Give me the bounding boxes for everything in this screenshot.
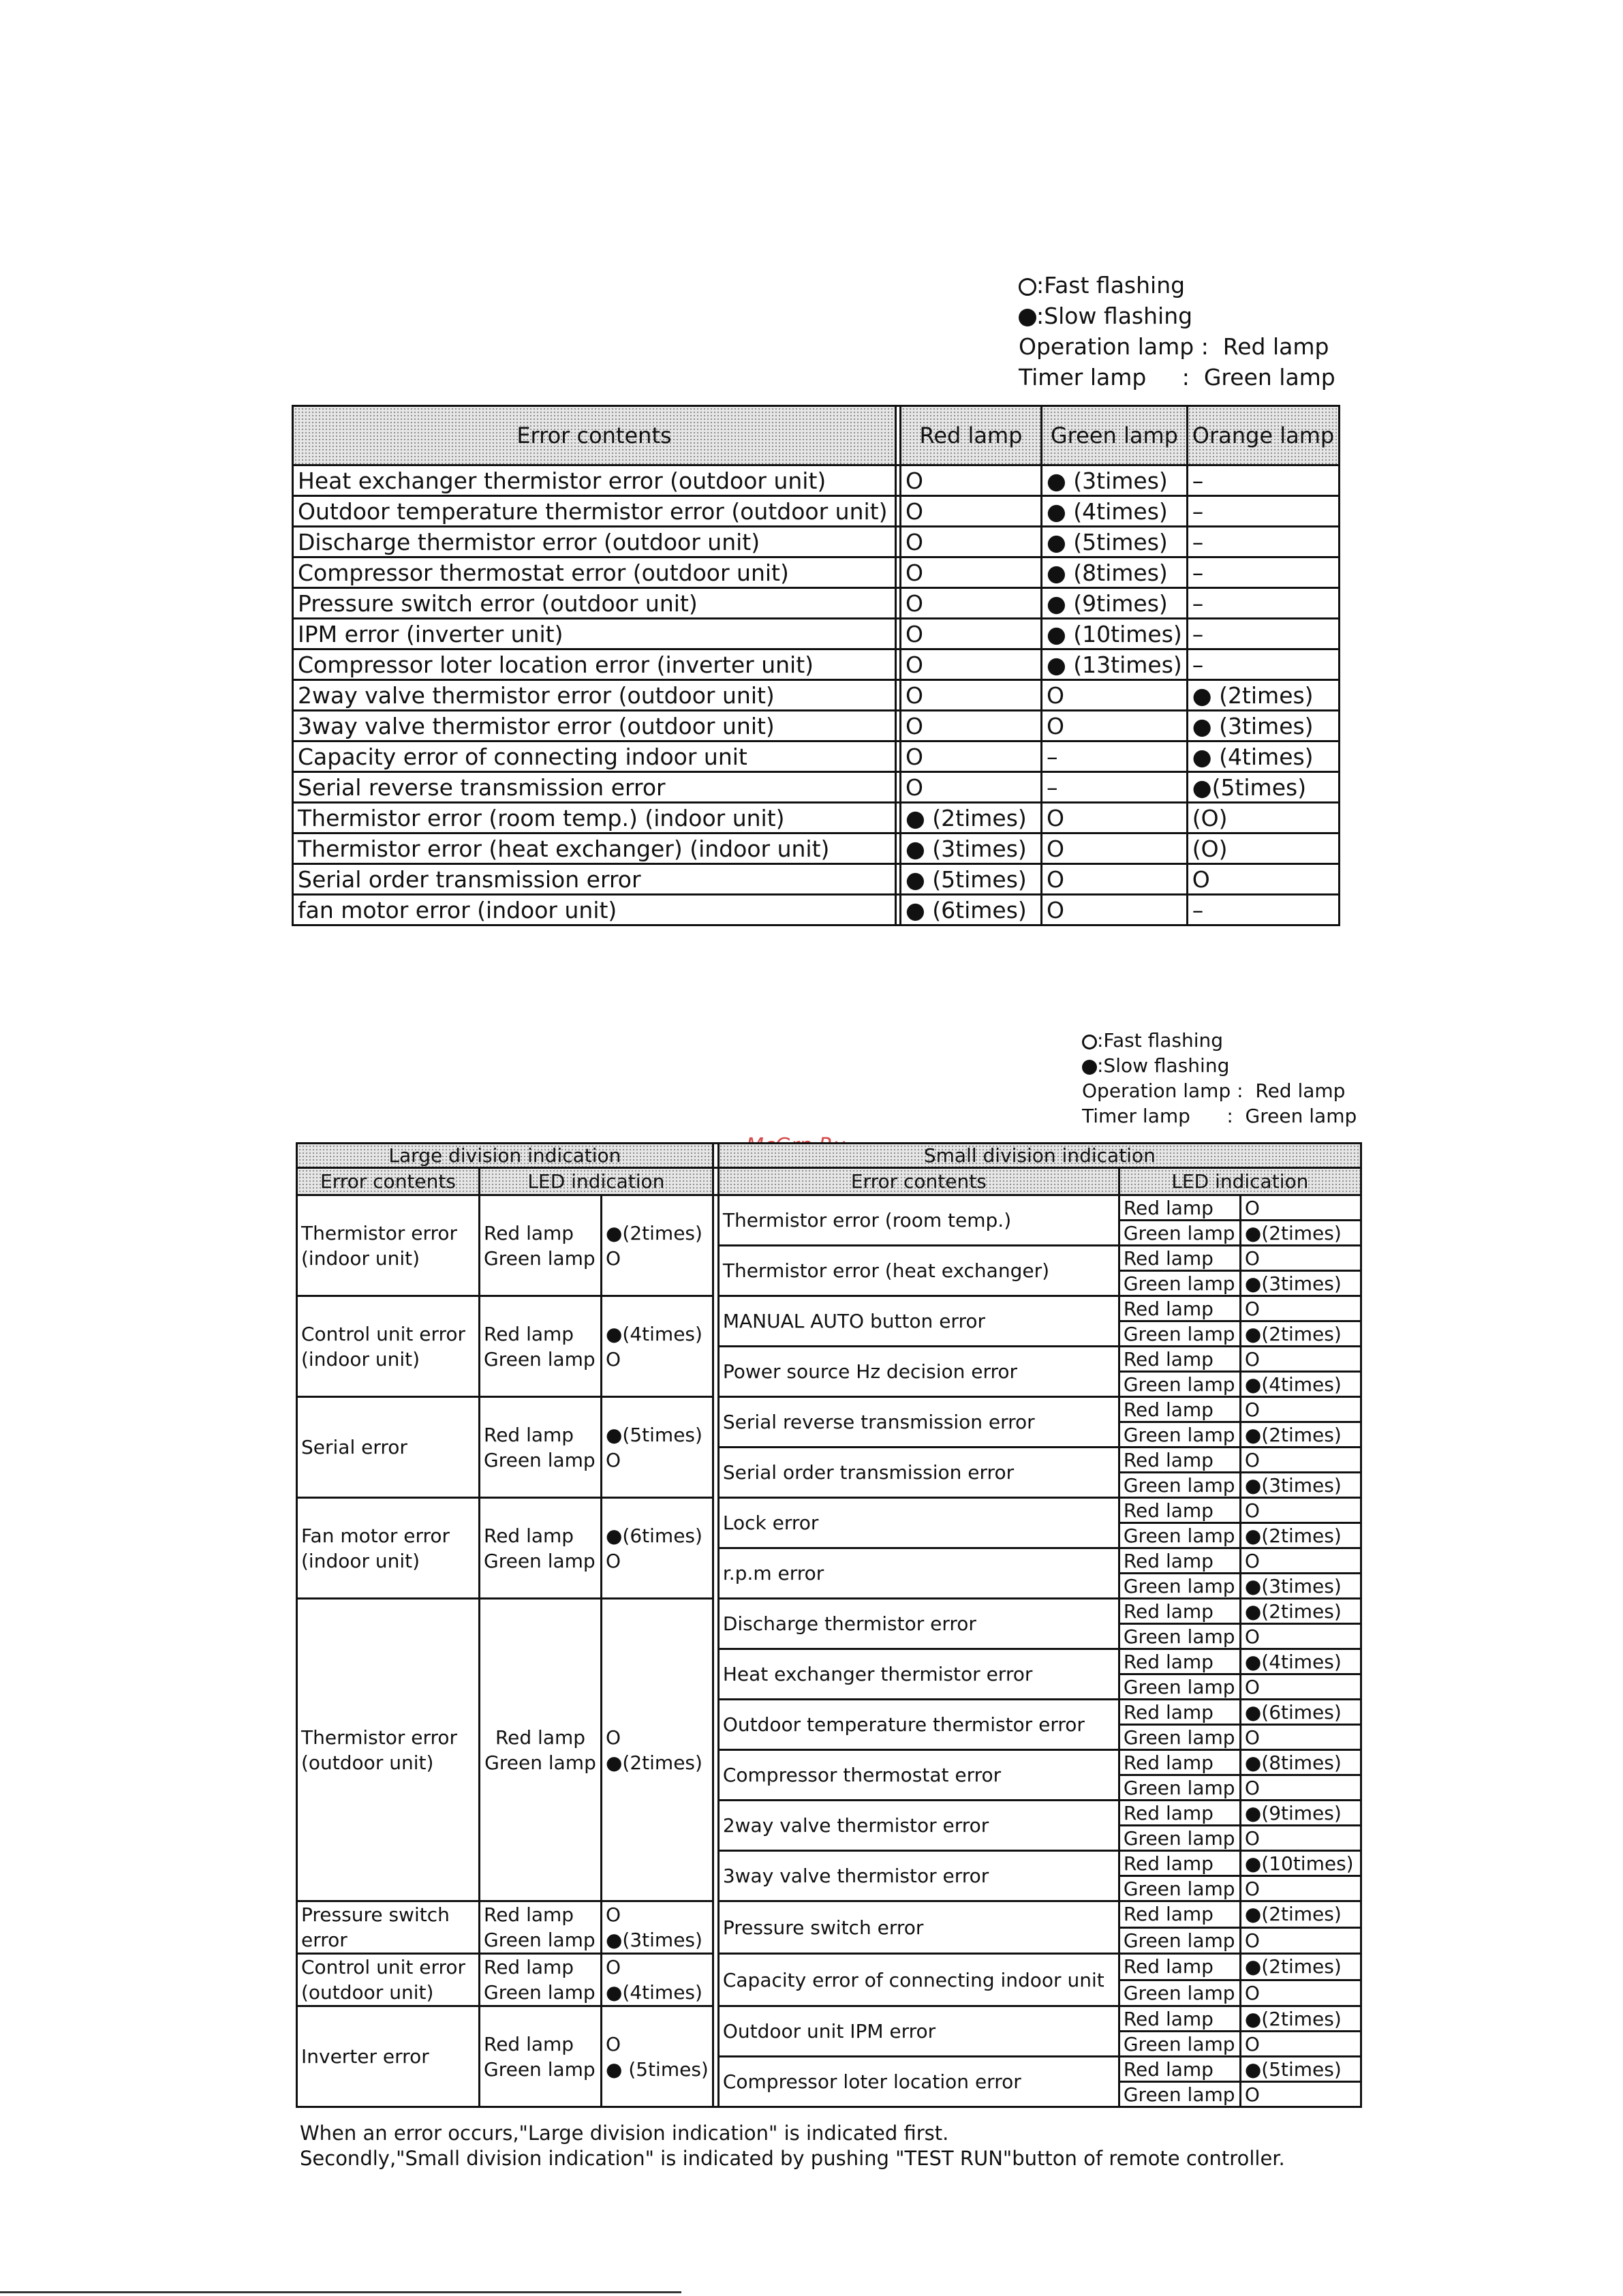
small-error-cell: Compressor loter location error <box>718 2057 1119 2107</box>
red-lamp-cell: O <box>901 496 1042 527</box>
red-lamp-value: O <box>606 1726 621 1749</box>
header-error-contents: Error contents <box>293 406 896 465</box>
red-lamp-cell: O <box>901 527 1042 557</box>
gap-cell <box>896 527 901 557</box>
orange-lamp-cell: (O) <box>1187 803 1339 833</box>
red-lamp-label: Red lamp <box>484 1221 574 1244</box>
red-lamp-value: O <box>1240 1397 1361 1422</box>
error-cell: fan motor error (indoor unit) <box>293 895 896 925</box>
red-lamp-label: Red lamp <box>484 1322 574 1345</box>
table-row <box>293 680 1340 711</box>
green-lamp-value: O <box>606 1246 621 1270</box>
large-lamp-labels <box>480 1599 602 1901</box>
red-lamp-label: Red lamp <box>484 1423 574 1446</box>
red-lamp-cell: O <box>901 772 1042 803</box>
gap-cell <box>896 496 901 527</box>
red-lamp-label: Red lamp <box>484 1903 574 1926</box>
green-lamp-value: ●(3times) <box>1240 1473 1361 1498</box>
red-lamp-label: Red lamp <box>1119 1851 1240 1876</box>
small-led-header: LED indication <box>1119 1168 1361 1195</box>
green-lamp-value: O <box>606 1347 621 1371</box>
legend2-fast-row <box>1082 1028 1357 1053</box>
green-lamp-label: Green lamp <box>1119 1674 1240 1700</box>
small-error-cell: Outdoor temperature thermistor error <box>718 1700 1119 1750</box>
green-lamp-label: Green lamp <box>1119 1473 1240 1498</box>
red-lamp-value: O <box>1240 1498 1361 1523</box>
large-led-values <box>602 2006 713 2107</box>
error-table-body <box>293 465 1340 925</box>
green-lamp-label: Green lamp <box>1119 2082 1240 2107</box>
large-error-cell: Thermistor error (outdoor unit) <box>297 1599 480 1901</box>
red-lamp-value: O <box>606 1903 621 1926</box>
red-lamp-label: Red lamp <box>484 1956 574 1978</box>
table-row <box>293 864 1340 895</box>
green-lamp-value: O <box>1240 1775 1361 1801</box>
legend-slow-row <box>1019 301 1335 331</box>
orange-lamp-cell: ● (3times) <box>1187 711 1339 741</box>
green-lamp-label: Green lamp <box>1119 1422 1240 1448</box>
error-cell: Serial order transmission error <box>293 864 896 895</box>
table-row <box>293 895 1340 925</box>
large-error-cell: Control unit error (indoor unit) <box>297 1296 480 1397</box>
open-circle-icon <box>1082 1035 1097 1050</box>
red-lamp-value: ●(8times) <box>1240 1750 1361 1775</box>
red-lamp-value: ●(2times) <box>1240 1901 1361 1928</box>
red-lamp-value: ●(5times) <box>1240 2057 1361 2082</box>
error-cell: Compressor thermostat error (outdoor unit) <box>293 557 896 588</box>
legend-operation: Operation lamp : Red lamp <box>1019 333 1329 360</box>
large-led-values <box>602 1599 713 1901</box>
green-lamp-label: Green lamp <box>1119 1372 1240 1397</box>
red-lamp-label: Red lamp <box>1119 2057 1240 2082</box>
green-lamp-cell: ● (10times) <box>1042 619 1188 649</box>
orange-lamp-cell: ●(5times) <box>1187 772 1339 803</box>
small-error-cell: r.p.m error <box>718 1548 1119 1599</box>
large-led-values <box>602 1296 713 1397</box>
large-error-cell: Fan motor error (indoor unit) <box>297 1498 480 1599</box>
legend-bottom <box>1082 1028 1357 1129</box>
large-error-cell: Inverter error <box>297 2006 480 2107</box>
green-lamp-value: ● (5times) <box>606 2057 709 2081</box>
error-cell: 2way valve thermistor error (outdoor unit) <box>293 680 896 711</box>
large-error-header: Error contents <box>297 1168 480 1195</box>
legend-timer: Timer lamp : Green lamp <box>1019 364 1335 391</box>
orange-lamp-cell: – <box>1187 588 1339 619</box>
header-red-lamp: Red lamp <box>901 406 1042 465</box>
green-lamp-cell: O <box>1042 864 1188 895</box>
legend2-slow-text: :Slow flashing <box>1097 1054 1230 1077</box>
footnote-line-2: Secondly,"Small division indication" is indicated by pushing "TEST RUN"button of remote controller. <box>300 2147 1285 2170</box>
red-lamp-value: O <box>1240 1347 1361 1372</box>
red-lamp-value: O <box>1240 1195 1361 1221</box>
red-lamp-label: Red lamp <box>1119 1296 1240 1321</box>
red-lamp-label: Red lamp <box>1119 1246 1240 1271</box>
green-lamp-cell: ● (8times) <box>1042 557 1188 588</box>
red-lamp-label: Red lamp <box>1119 1548 1240 1574</box>
large-lamp-labels <box>480 1195 602 1296</box>
green-lamp-cell: ● (9times) <box>1042 588 1188 619</box>
error-cell: Thermistor error (heat exchanger) (indoor unit) <box>293 833 896 864</box>
small-error-cell: Lock error <box>718 1498 1119 1548</box>
green-lamp-label: Green lamp <box>1119 1725 1240 1750</box>
gap-cell <box>896 772 901 803</box>
green-lamp-label: Green lamp <box>1119 2032 1240 2057</box>
large-lamp-labels <box>480 1954 602 2006</box>
large-led-values <box>602 1901 713 1954</box>
large-led-values <box>602 1498 713 1599</box>
legend2-timer: Timer lamp : Green lamp <box>1082 1105 1357 1127</box>
green-lamp-value: O <box>1240 1624 1361 1649</box>
red-lamp-value: ●(2times) <box>606 1221 702 1244</box>
green-lamp-value: O <box>1240 2032 1361 2057</box>
green-lamp-label: Green lamp <box>1119 1980 1240 2006</box>
open-circle-icon <box>1019 278 1036 296</box>
red-lamp-label: Red lamp <box>1119 2006 1240 2032</box>
error-cell: Pressure switch error (outdoor unit) <box>293 588 896 619</box>
red-lamp-cell: O <box>901 588 1042 619</box>
error-cell: Serial reverse transmission error <box>293 772 896 803</box>
green-lamp-cell: ● (13times) <box>1042 649 1188 680</box>
small-error-cell: 2way valve thermistor error <box>718 1801 1119 1851</box>
red-lamp-label: Red lamp <box>1119 1397 1240 1422</box>
green-lamp-value: ●(4times) <box>606 1981 702 2004</box>
table-row <box>297 2006 1361 2032</box>
table-row <box>293 588 1340 619</box>
table-row <box>297 1901 1361 1928</box>
header-green-lamp: Green lamp <box>1042 406 1188 465</box>
red-lamp-value: ●(2times) <box>1240 1599 1361 1624</box>
red-lamp-value: ●(10times) <box>1240 1851 1361 1876</box>
table-row <box>293 527 1340 557</box>
red-lamp-label: Red lamp <box>484 1524 574 1547</box>
error-cell: Compressor loter location error (inverter unit) <box>293 649 896 680</box>
red-lamp-label: Red lamp <box>1119 1750 1240 1775</box>
red-lamp-cell: ● (3times) <box>901 833 1042 864</box>
red-lamp-cell: O <box>901 711 1042 741</box>
legend2-slow-row <box>1082 1053 1357 1078</box>
green-lamp-value: ●(2times) <box>606 1751 702 1774</box>
division-table-body <box>297 1195 1361 2107</box>
table-row <box>293 496 1340 527</box>
small-error-header: Error contents <box>718 1168 1119 1195</box>
orange-lamp-cell: O <box>1187 864 1339 895</box>
green-lamp-cell: ● (5times) <box>1042 527 1188 557</box>
green-lamp-value: ●(3times) <box>1240 1271 1361 1296</box>
green-lamp-label: Green lamp <box>1119 1927 1240 1954</box>
legend2-operation: Operation lamp : Red lamp <box>1082 1080 1346 1102</box>
green-lamp-cell: ● (4times) <box>1042 496 1188 527</box>
small-error-cell: Heat exchanger thermistor error <box>718 1649 1119 1700</box>
error-table-outdoor <box>292 405 1340 926</box>
red-lamp-label: Red lamp <box>1119 1498 1240 1523</box>
legend-fast-row <box>1019 270 1335 301</box>
green-lamp-label: Green lamp <box>484 1929 596 1951</box>
gap-cell <box>896 465 901 496</box>
orange-lamp-cell: – <box>1187 619 1339 649</box>
large-lamp-labels <box>480 1296 602 1397</box>
small-error-cell: Serial order transmission error <box>718 1448 1119 1498</box>
large-lamp-labels <box>480 1397 602 1498</box>
small-error-cell: Compressor thermostat error <box>718 1750 1119 1801</box>
large-led-values <box>602 1397 713 1498</box>
red-lamp-value: ●(2times) <box>1240 2006 1361 2032</box>
table-row <box>293 465 1340 496</box>
orange-lamp-cell: – <box>1187 496 1339 527</box>
green-lamp-label: Green lamp <box>1119 1574 1240 1599</box>
large-error-cell: Serial error <box>297 1397 480 1498</box>
green-lamp-label: Green lamp <box>484 1347 596 1371</box>
large-led-header: LED indication <box>480 1168 713 1195</box>
red-lamp-label: Red lamp <box>1119 1448 1240 1473</box>
green-lamp-label: Green lamp <box>484 1549 596 1572</box>
large-led-values <box>602 1195 713 1296</box>
green-lamp-label: Green lamp <box>484 1981 596 2004</box>
small-error-cell: Discharge thermistor error <box>718 1599 1119 1649</box>
green-lamp-label: Green lamp <box>484 2057 596 2081</box>
large-led-values <box>602 1954 713 2006</box>
table-row <box>293 619 1340 649</box>
table-row <box>293 557 1340 588</box>
orange-lamp-cell: (O) <box>1187 833 1339 864</box>
table-row <box>297 1195 1361 1221</box>
orange-lamp-cell: – <box>1187 895 1339 925</box>
gap-cell <box>896 557 901 588</box>
red-lamp-value: O <box>1240 1246 1361 1271</box>
green-lamp-label: Green lamp <box>1119 1624 1240 1649</box>
green-lamp-value: O <box>1240 1674 1361 1700</box>
gap-cell <box>896 803 901 833</box>
header-gap <box>896 406 901 465</box>
gap-cell <box>896 895 901 925</box>
gap-cell <box>896 833 901 864</box>
legend2-fast-text: :Fast flashing <box>1097 1029 1224 1052</box>
green-lamp-value: O <box>1240 1725 1361 1750</box>
orange-lamp-cell: – <box>1187 649 1339 680</box>
legend-fast-text: :Fast flashing <box>1036 272 1186 299</box>
green-lamp-label: Green lamp <box>1119 1876 1240 1901</box>
green-lamp-label: Green lamp <box>1119 1271 1240 1296</box>
small-error-cell: Thermistor error (room temp.) <box>718 1195 1119 1246</box>
legend-slow-text: :Slow flashing <box>1036 303 1193 329</box>
red-lamp-value: ●(2times) <box>1240 1954 1361 1980</box>
green-lamp-value: ●(2times) <box>1240 1523 1361 1548</box>
green-lamp-label: Green lamp <box>1119 1775 1240 1801</box>
red-lamp-value: ●(6times) <box>1240 1700 1361 1725</box>
error-cell: Heat exchanger thermistor error (outdoor unit) <box>293 465 896 496</box>
gap-cell <box>713 1195 718 2107</box>
red-lamp-value: ●(6times) <box>606 1524 702 1547</box>
red-lamp-cell: O <box>901 465 1042 496</box>
orange-lamp-cell: – <box>1187 527 1339 557</box>
footnote-line-1: When an error occurs,"Large division indication" is indicated first. <box>300 2122 949 2145</box>
red-lamp-value: ●(4times) <box>1240 1649 1361 1674</box>
header-gap <box>713 1144 718 1168</box>
gap-cell <box>896 711 901 741</box>
error-cell: Thermistor error (room temp.) (indoor unit) <box>293 803 896 833</box>
green-lamp-cell: O <box>1042 833 1188 864</box>
red-lamp-label: Red lamp <box>495 1726 586 1749</box>
orange-lamp-cell: ● (2times) <box>1187 680 1339 711</box>
red-lamp-cell: O <box>901 649 1042 680</box>
large-error-cell: Pressure switch error <box>297 1901 480 1954</box>
red-lamp-value: ●(5times) <box>606 1423 702 1446</box>
small-division-title: Small division indication <box>718 1144 1361 1168</box>
division-indication-table <box>296 1142 1362 2108</box>
green-lamp-value: O <box>606 1549 621 1572</box>
red-lamp-label: Red lamp <box>1119 1599 1240 1624</box>
table-row <box>297 1954 1361 1980</box>
gap-cell <box>896 588 901 619</box>
green-lamp-value: ●(2times) <box>1240 1221 1361 1246</box>
red-lamp-cell: ● (5times) <box>901 864 1042 895</box>
green-lamp-label: Green lamp <box>484 1246 596 1270</box>
filled-circle-icon <box>1019 309 1036 326</box>
error-cell: Discharge thermistor error (outdoor unit) <box>293 527 896 557</box>
header-gap <box>713 1168 718 1195</box>
green-lamp-label: Green lamp <box>1119 1321 1240 1347</box>
error-cell: IPM error (inverter unit) <box>293 619 896 649</box>
green-lamp-value: O <box>1240 1876 1361 1901</box>
legend-top <box>1019 270 1335 393</box>
header-orange-lamp: Orange lamp <box>1187 406 1339 465</box>
green-lamp-value: ●(4times) <box>1240 1372 1361 1397</box>
large-division-title: Large division indication <box>297 1144 713 1168</box>
red-lamp-value: O <box>1240 1448 1361 1473</box>
red-lamp-value: O <box>1240 1548 1361 1574</box>
page-divider <box>0 2291 681 2293</box>
red-lamp-label: Red lamp <box>1119 1901 1240 1928</box>
green-lamp-value: ●(2times) <box>1240 1321 1361 1347</box>
green-lamp-cell: O <box>1042 680 1188 711</box>
error-cell: Outdoor temperature thermistor error (outdoor unit) <box>293 496 896 527</box>
green-lamp-cell: – <box>1042 772 1188 803</box>
red-lamp-label: Red lamp <box>1119 1801 1240 1826</box>
red-lamp-label: Red lamp <box>484 2032 574 2055</box>
red-lamp-cell: O <box>901 619 1042 649</box>
red-lamp-label: Red lamp <box>1119 1954 1240 1980</box>
large-lamp-labels <box>480 2006 602 2107</box>
table-row <box>297 1296 1361 1321</box>
green-lamp-cell: O <box>1042 803 1188 833</box>
small-error-cell: Outdoor unit IPM error <box>718 2006 1119 2057</box>
error-cell: Capacity error of connecting indoor unit <box>293 741 896 772</box>
orange-lamp-cell: ● (4times) <box>1187 741 1339 772</box>
orange-lamp-cell: – <box>1187 557 1339 588</box>
large-lamp-labels <box>480 1498 602 1599</box>
green-lamp-label: Green lamp <box>484 1448 596 1471</box>
green-lamp-cell: O <box>1042 895 1188 925</box>
red-lamp-cell: ● (2times) <box>901 803 1042 833</box>
filled-circle-icon <box>1082 1060 1097 1075</box>
green-lamp-value: ●(3times) <box>606 1929 702 1951</box>
gap-cell <box>896 680 901 711</box>
small-error-cell: MANUAL AUTO button error <box>718 1296 1119 1347</box>
green-lamp-label: Green lamp <box>1119 1826 1240 1851</box>
table-row <box>293 649 1340 680</box>
red-lamp-cell: ● (6times) <box>901 895 1042 925</box>
table-row <box>293 741 1340 772</box>
table-row <box>293 772 1340 803</box>
green-lamp-value: O <box>1240 1980 1361 2006</box>
large-lamp-labels <box>480 1901 602 1954</box>
small-error-cell: Pressure switch error <box>718 1901 1119 1954</box>
red-lamp-value: ●(4times) <box>606 1322 702 1345</box>
green-lamp-value: O <box>1240 1927 1361 1954</box>
green-lamp-value: ●(3times) <box>1240 1574 1361 1599</box>
small-error-cell: Power source Hz decision error <box>718 1347 1119 1397</box>
table-row <box>293 803 1340 833</box>
green-lamp-value: O <box>1240 2082 1361 2107</box>
gap-cell <box>896 864 901 895</box>
green-lamp-label: Green lamp <box>1119 1221 1240 1246</box>
footnote <box>300 2121 1285 2171</box>
large-error-cell: Control unit error (outdoor unit) <box>297 1954 480 2006</box>
large-error-cell: Thermistor error (indoor unit) <box>297 1195 480 1296</box>
small-error-cell: Capacity error of connecting indoor unit <box>718 1954 1119 2006</box>
green-lamp-label: Green lamp <box>1119 1523 1240 1548</box>
table-row <box>293 711 1340 741</box>
orange-lamp-cell: – <box>1187 465 1339 496</box>
red-lamp-value: O <box>1240 1296 1361 1321</box>
small-error-cell: 3way valve thermistor error <box>718 1851 1119 1901</box>
red-lamp-label: Red lamp <box>1119 1195 1240 1221</box>
green-lamp-value: O <box>606 1448 621 1471</box>
green-lamp-cell: ● (3times) <box>1042 465 1188 496</box>
red-lamp-value: O <box>606 2032 621 2055</box>
table-row <box>297 1397 1361 1422</box>
green-lamp-cell: – <box>1042 741 1188 772</box>
red-lamp-value: ●(9times) <box>1240 1801 1361 1826</box>
gap-cell <box>896 619 901 649</box>
red-lamp-value: O <box>606 1956 621 1978</box>
red-lamp-cell: O <box>901 741 1042 772</box>
red-lamp-label: Red lamp <box>1119 1347 1240 1372</box>
red-lamp-label: Red lamp <box>1119 1700 1240 1725</box>
table-row <box>293 833 1340 864</box>
gap-cell <box>896 741 901 772</box>
gap-cell <box>896 649 901 680</box>
green-lamp-value: ●(2times) <box>1240 1422 1361 1448</box>
error-cell: 3way valve thermistor error (outdoor unit) <box>293 711 896 741</box>
red-lamp-label: Red lamp <box>1119 1649 1240 1674</box>
green-lamp-value: O <box>1240 1826 1361 1851</box>
green-lamp-cell: O <box>1042 711 1188 741</box>
red-lamp-cell: O <box>901 557 1042 588</box>
green-lamp-label: Green lamp <box>484 1751 596 1774</box>
table-row <box>297 1498 1361 1523</box>
small-error-cell: Thermistor error (heat exchanger) <box>718 1246 1119 1296</box>
small-error-cell: Serial reverse transmission error <box>718 1397 1119 1448</box>
table-row <box>297 1599 1361 1624</box>
red-lamp-cell: O <box>901 680 1042 711</box>
